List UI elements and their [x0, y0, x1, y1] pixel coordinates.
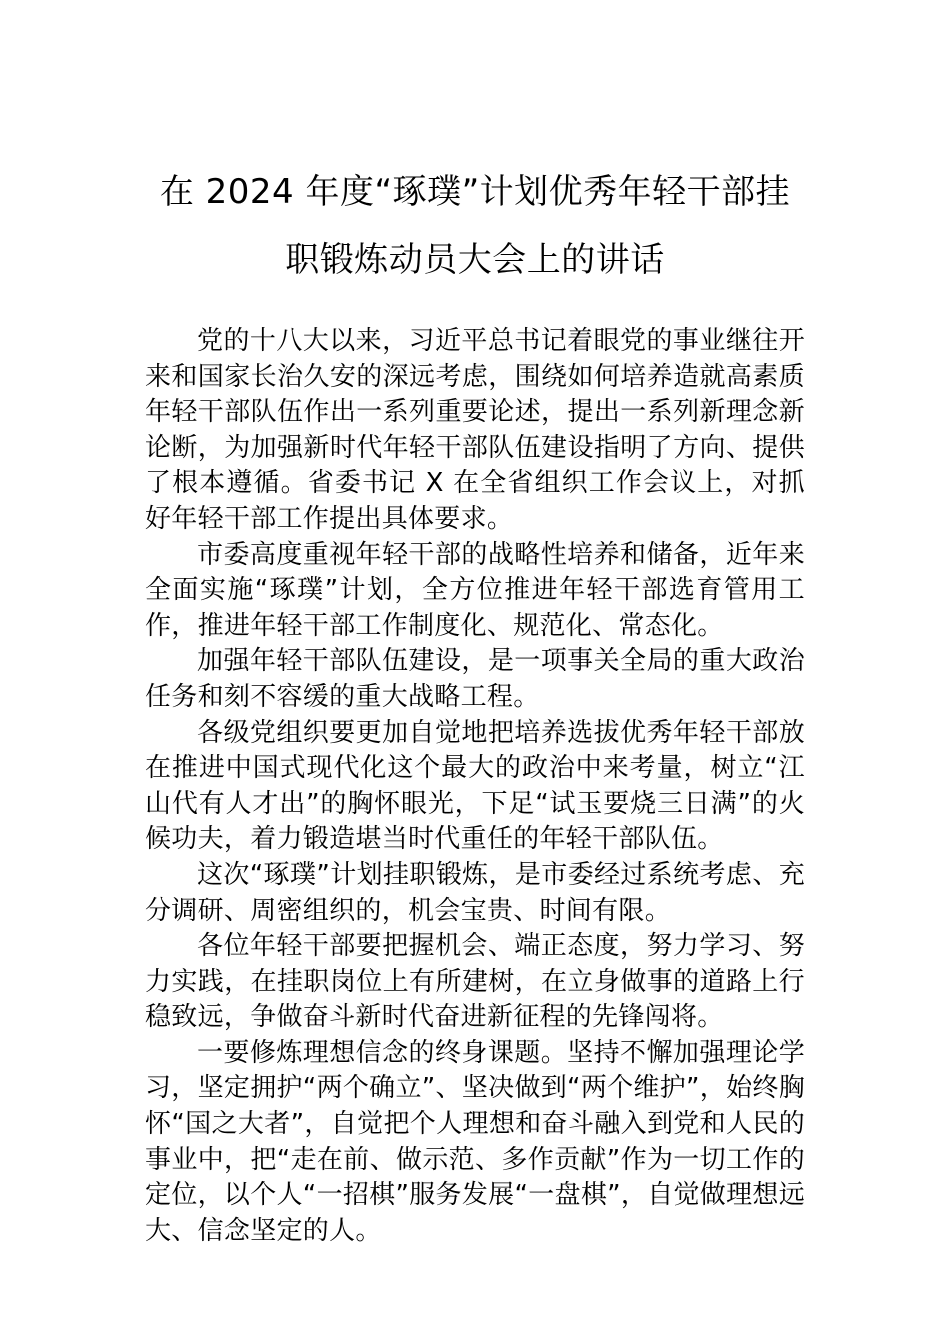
paragraph-2: 市委高度重视年轻干部的战略性培养和储备，近年来全面实施“琢璞”计划，全方位推进年轻干部选育管用工作，推进年轻干部工作制度化、规范化、常态化。	[145, 539, 805, 641]
document-title	[140, 158, 810, 294]
paragraph-3: 加强年轻干部队伍建设，是一项事关全局的重大政治任务和刻不容缓的重大战略工程。	[145, 646, 805, 712]
paragraph-5: 这次“琢璞”计划挂职锻炼，是市委经过系统考虑、充分调研、周密组织的，机会宝贵、时间有限。	[145, 859, 805, 926]
paragraph-4: 各级党组织要更加自觉地把培养选拔优秀年轻干部放在推进中国式现代化这个最大的政治中来考量，树立“江山代有人才出”的胸怀眼光，下足“试玉要烧三日满”的火候功夫，着力锻造堪当时代重任的年轻干部队伍。	[145, 717, 805, 855]
paragraph-6: 各位年轻干部要把握机会、端正态度，努力学习、努力实践，在挂职岗位上有所建树，在立身做事的道路上行稳致远，争做奋斗新时代奋进新征程的先锋闯将。	[145, 931, 805, 1033]
document-body	[145, 324, 805, 1249]
title-line-2: 职锻炼动员大会上的讲话	[285, 240, 665, 280]
paragraph-7: 一要修炼理想信念的终身课题。坚持不懈加强理论学习，坚定拥护“两个确立”、坚决做到“两个维护”，始终胸怀“国之大者”，自觉把个人理想和奋斗融入到党和人民的事业中，把“走在前、做示范、多作贡献”作为一切工作的定位，以个人“一招棋”服务发展“一盘棋”，自觉做理想远大、信念坚定的人。	[145, 1037, 805, 1246]
title-line-1: 在 2024 年度“琢璞”计划优秀年轻干部挂	[159, 172, 791, 212]
paragraph-1: 党的十八大以来，习近平总书记着眼党的事业继往开来和国家长治久安的深远考虑，围绕如何培养造就高素质年轻干部队伍作出一系列重要论述，提出一系列新理念新论断，为加强新时代年轻干部队伍建设指明了方向、提供了根本遵循。省委书记 X 在全省组织工作会议上，对抓好年轻干部工作提出具体要求。	[145, 326, 805, 534]
